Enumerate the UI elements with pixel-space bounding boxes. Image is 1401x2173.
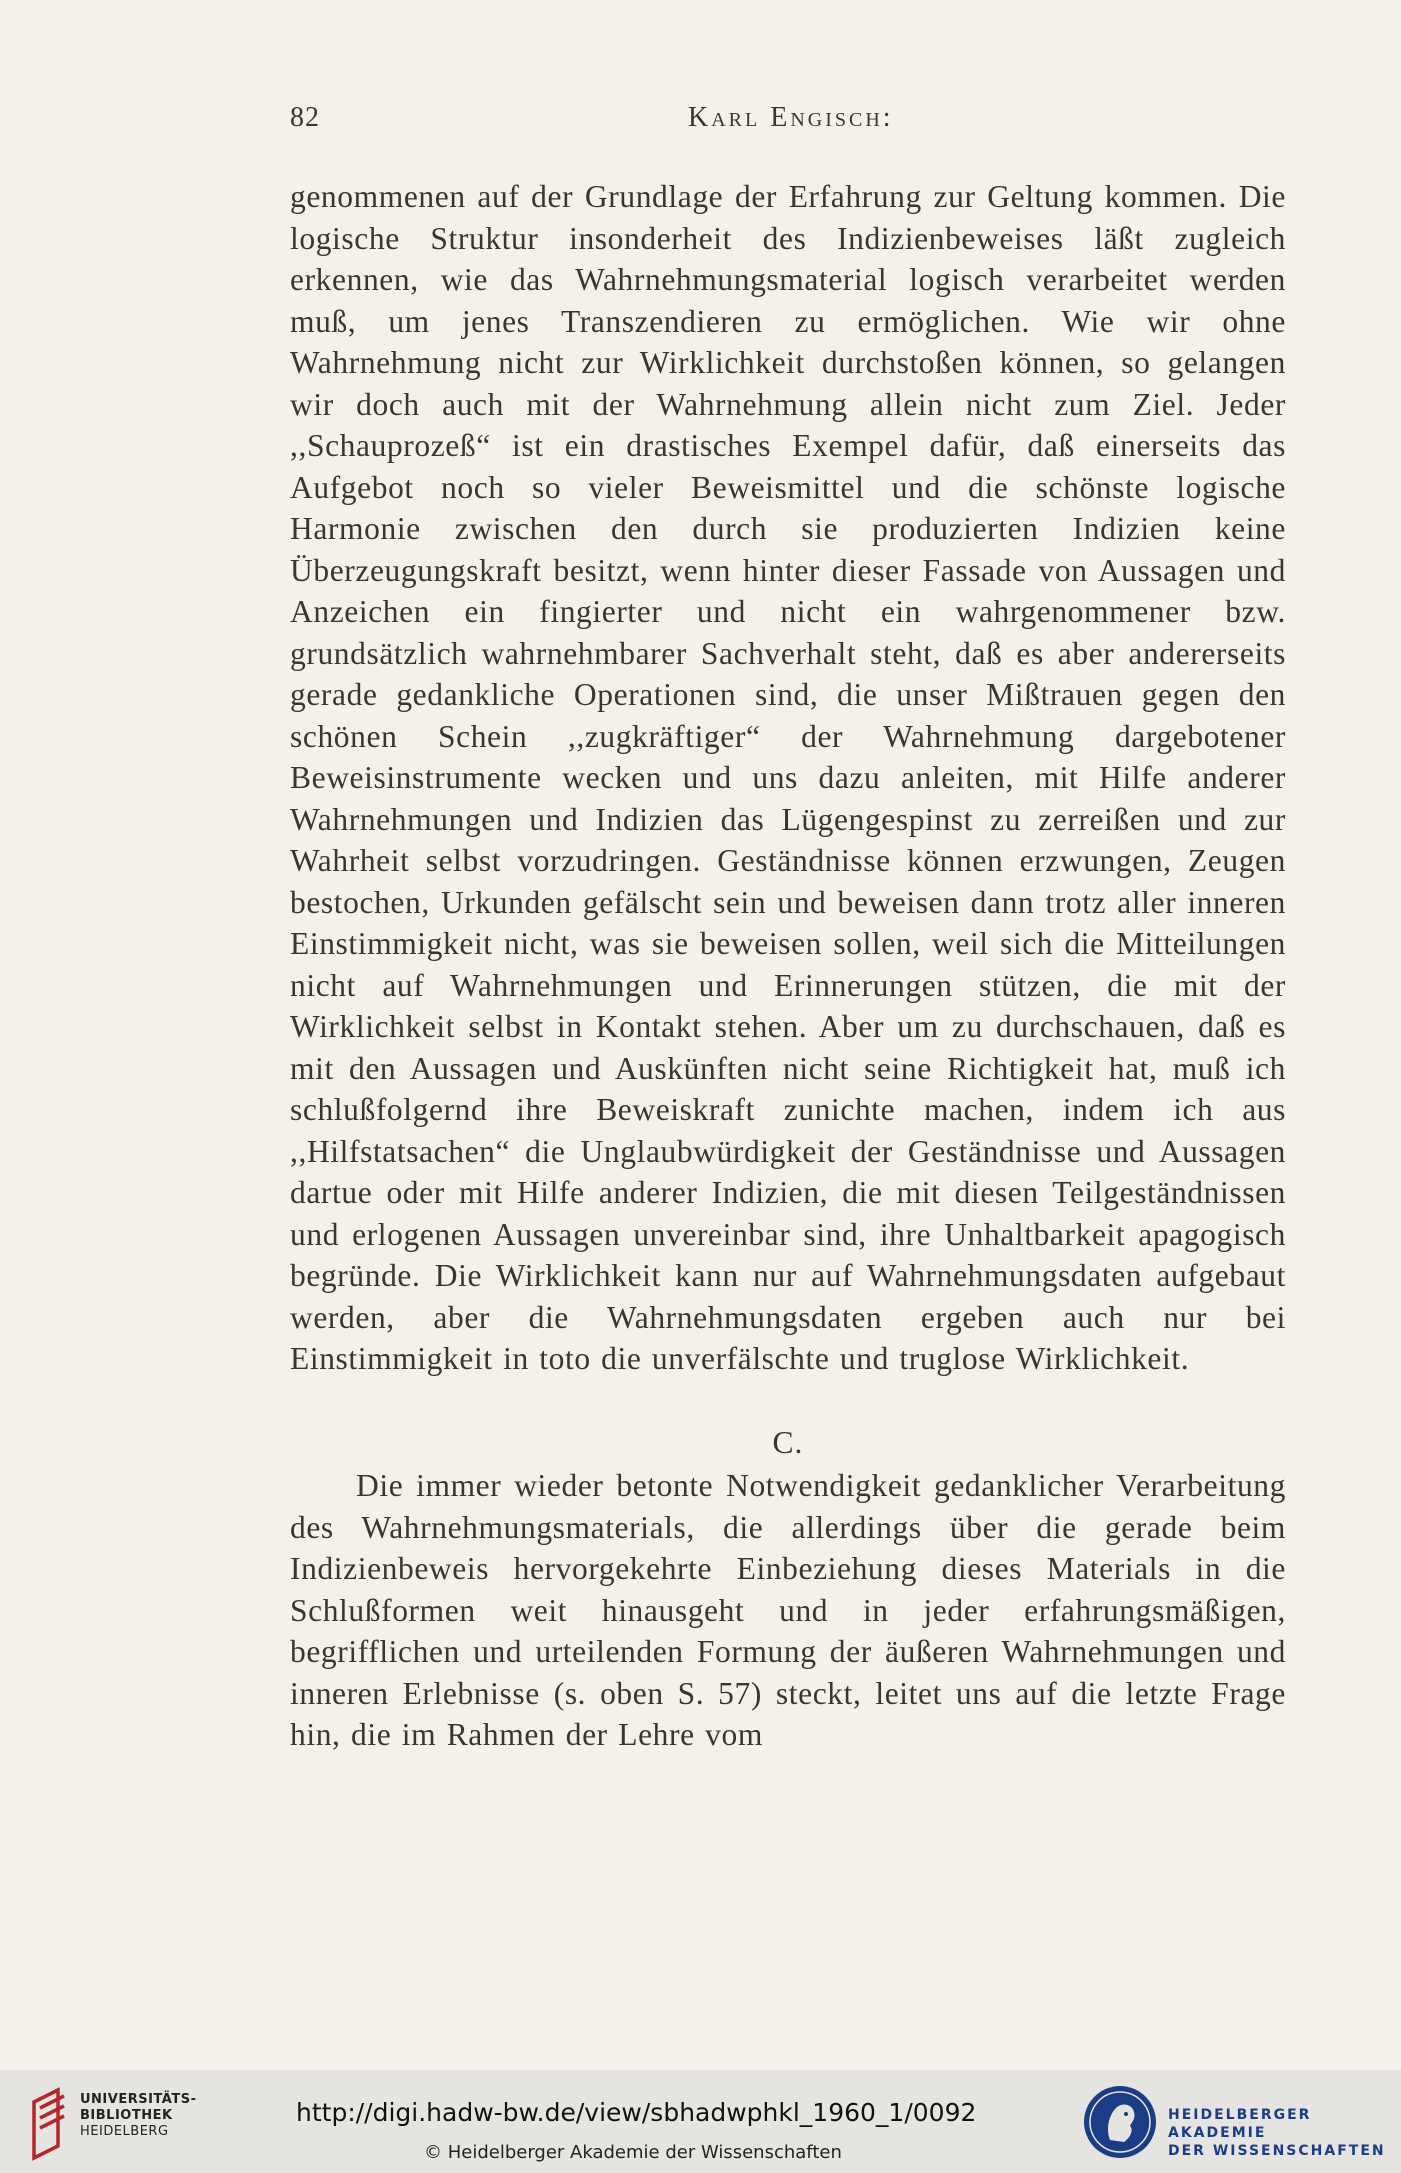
paragraph-1: genommenen auf der Grundlage der Erfahrung zur Geltung kommen. Die logische Struktur insonderheit des Indizienbeweises läßt zugleich erkennen, wie das Wahrnehmungsmaterial logisch verarbeitet werden muß, um jenes Transzendieren zu ermöglichen. Wie wir ohne Wahrnehmung nicht zur Wirklichkeit durchstoßen können, so gelangen wir doch auch mit der Wahrnehmung allein nicht zum Ziel. Jeder ,,Schauprozeß“ ist ein drastisches Exempel dafür, daß einerseits das Aufgebot noch so vieler Beweismittel und die schönste logische Harmonie zwischen den durch sie produzierten Indizien keine Überzeugungskraft besitzt, wenn hinter dieser Fassade von Aussagen und Anzeichen ein fingierter und nicht ein wahrgenommener bzw. grundsätzlich wahrnehmbarer Sachverhalt steht, daß es aber andererseits gerade gedankliche Operationen sind, die unser Mißtrauen gegen den schönen Schein ,,zugkräftiger“ der Wahrnehmung dargebotener Beweisinstrumente wecken und uns dazu anleiten, mit Hilfe anderer Wahrnehmungen und Indizien das Lügengespinst zu zerreißen und zur Wahrheit selbst vorzudringen. Geständnisse können erzwungen, Zeugen bestochen, Urkunden gefälscht sein und beweisen dann trotz aller inneren Einstimmigkeit nicht, was sie beweisen sollen, weil sich die Mitteilungen nicht auf Wahrnehmungen und Erinnerungen stützen, die mit der Wirklichkeit selbst in Kontakt stehen. Aber um zu durchschauen, daß es mit den Aussagen und Auskünften nicht seine Richtigkeit hat, muß ich schlußfolgernd ihre Beweiskraft zunichte machen, indem ich aus ,,Hilfstatsachen“ die Unglaubwürdigkeit der Geständnisse und Aussagen dartue oder mit Hilfe anderer Indizien, die mit diesen Teilgeständnissen und erlogenen Aussagen unvereinbar sind, ihre Unhaltbarkeit apagogisch begründe. Die Wirklichkeit kann nur auf Wahrnehmungsdaten aufgebaut werden, aber die Wahrnehmungsdaten ergeben auch nur bei Einstimmigkeit in toto die unverfälschte und truglose Wirklichkeit. — [290, 179, 1286, 1376]
library-line-1: UNIVERSITÄTS- — [80, 2092, 197, 2107]
academy-seal-icon — [1080, 2082, 1160, 2162]
academy-line-1: HEIDELBERGER AKADEMIE — [1168, 2107, 1312, 2141]
academy-name — [1168, 2106, 1401, 2160]
library-line-2: BIBLIOTHEK — [80, 2108, 173, 2123]
library-line-3: HEIDELBERG — [80, 2124, 169, 2139]
running-head-author: Karl Engisch: — [688, 102, 894, 133]
paragraph-2: Die immer wieder betonte Notwendigkeit gedanklicher Verarbeitung des Wahrnehmungsmaterials, die allerdings über die gerade beim Indizienbeweis hervorgekehrte Einbeziehung dieses Materials in die Schlußformen weit hinausgeht und in jeder erfahrungsmäßigen, begrifflichen und urteilenden Formung der äußeren Wahrnehmungen und inneren Erlebnisse (s. oben S. 57) steckt, leitet uns auf die letzte Frage hin, die im Rahmen der Lehre vom — [290, 1468, 1286, 1752]
university-library-name — [80, 2092, 196, 2140]
permalink-url[interactable]: http://digi.hadw-bw.de/view/sbhadwphkl_1960_1/0092 — [296, 2098, 977, 2127]
section-heading: C. — [772, 1424, 804, 1460]
page-number: 82 — [290, 102, 320, 133]
academy-line-2: DER WISSENSCHAFTEN — [1168, 2143, 1386, 2159]
footer-bar — [0, 2070, 1401, 2173]
body-text — [290, 176, 1286, 1756]
copyright-notice: © Heidelberger Akademie der Wissenschaften — [424, 2142, 842, 2163]
